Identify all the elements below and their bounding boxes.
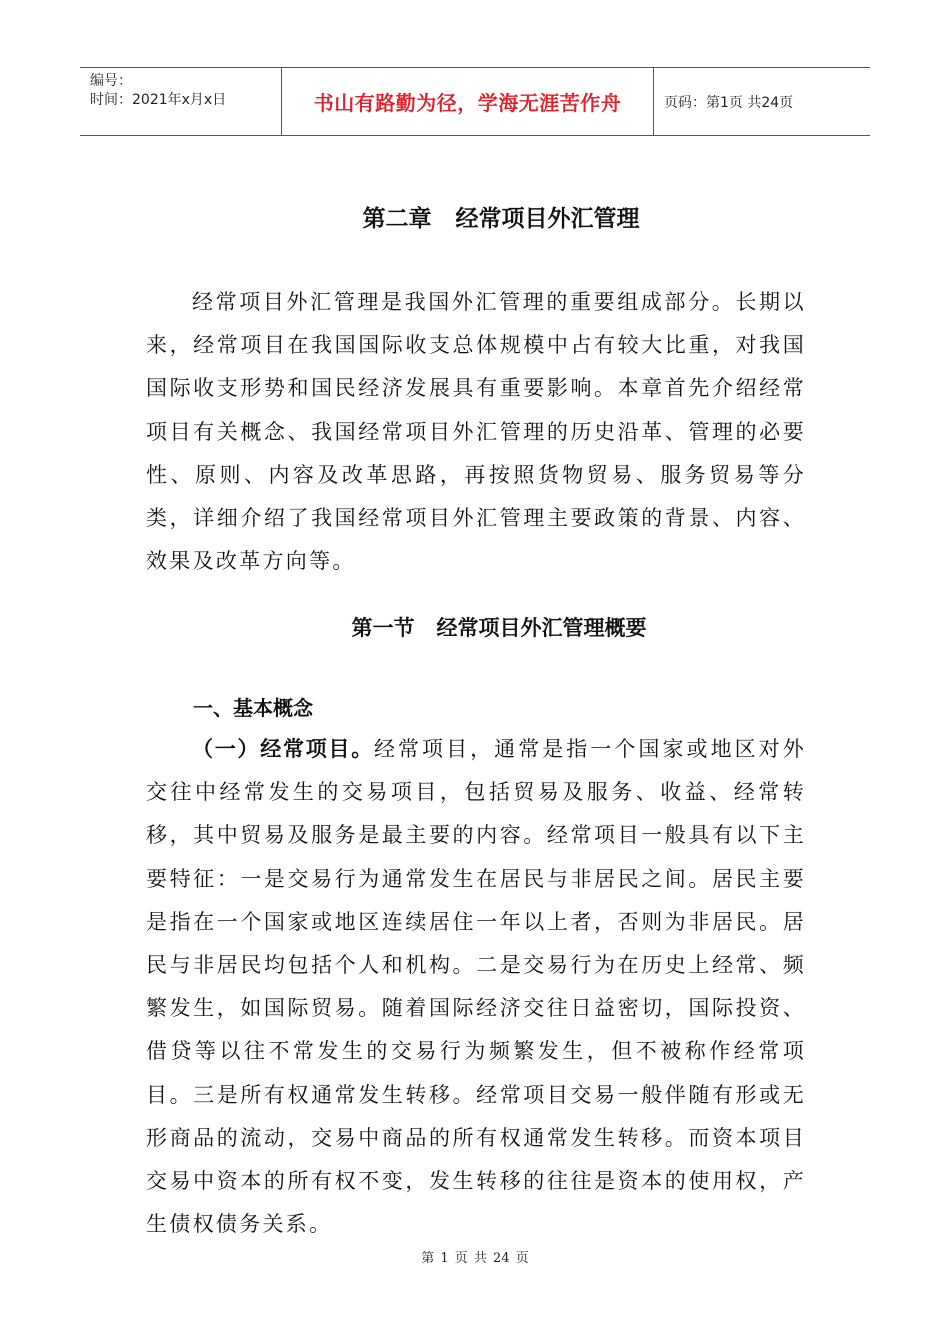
section-title: 第一节 经常项目外汇管理概要: [351, 616, 647, 640]
concept-section: [146, 728, 806, 1246]
intro-paragraph: 经常项目外汇管理是我国外汇管理的重要组成部分。长期以来，经常项目在我国国际收支总体规模中占有较大比重，对我国国际收支形势和国民经济发展具有重要影响。本章首先介绍经常项目有关概念、我国经常项目外汇管理的历史沿革、管理的必要性、原则、内容及改革思路，再按照货物贸易、服务贸易等分类，详细介绍了我国经常项目外汇管理主要政策的背景、内容、效果及改革方向等。: [146, 290, 806, 574]
header-meta: [80, 68, 281, 135]
concept-lead: （一）经常项目。: [192, 737, 374, 761]
header-motto: 书山有路勤为径，学海无涯苦作舟: [281, 68, 654, 135]
header-number-label: 编号：: [90, 73, 132, 89]
header-time-label: 时间：2021年x月x日: [90, 92, 227, 108]
intro-section: [146, 281, 806, 583]
header-page-info: 页码：第1页 共24页: [664, 94, 794, 111]
document-header: [80, 67, 870, 136]
concept-text: 经常项目，通常是指一个国家或地区对外交往中经常发生的交易项目，包括贸易及服务、收益、经常转移，其中贸易及服务是最主要的内容。经常项目一般具有以下主要特征：一是交易行为通常发生在居民与非居民之间。居民主要是指在一个国家或地区连续居住一年以上者，否则为非居民。居民与非居民均包括个人和机构。二是交易行为在历史上经常、频繁发生，如国际贸易。随着国际经济交往日益密切，国际投资、借贷等以往不常发生的交易行为频繁发生，但不被称作经常项目。三是所有权通常发生转移。经常项目交易一般伴随有形或无形商品的流动，交易中商品的所有权通常发生转移。而资本项目交易中资本的所有权不变，发生转移的往往是资本的使用权，产生债权债务关系。: [146, 737, 806, 1237]
subheading-basic-concepts: 一、基本概念: [193, 696, 313, 720]
page-footer: 第 1 页 共 24 页: [421, 1251, 529, 1266]
chapter-title: 第二章 经常项目外汇管理: [362, 206, 640, 232]
concept-paragraph: [146, 728, 806, 1246]
